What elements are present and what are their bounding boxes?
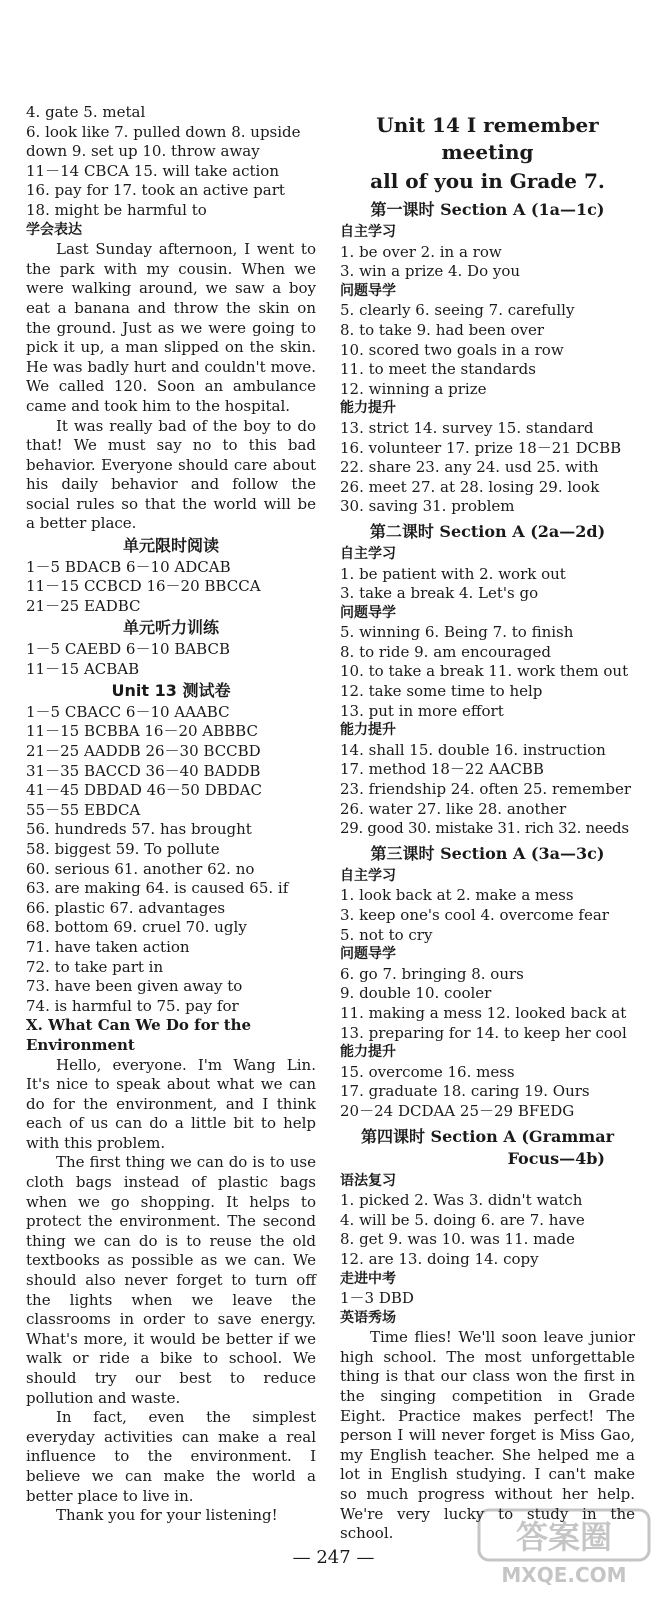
answer-line: 13. strict 14. survey 15. standard (340, 418, 594, 437)
label-english-show: 英语秀场 (340, 1309, 396, 1326)
label-ability: 能力提升 (340, 400, 396, 417)
answer-line: 60. serious 61. another 62. no (26, 859, 255, 878)
answer-line: down 9. set up 10. throw away (26, 142, 260, 161)
answer-line: 71. have taken action (26, 937, 190, 956)
answer-line: 4. gate 5. metal (26, 103, 146, 121)
answer-line: 13. put in more effort (340, 701, 504, 720)
answer-line: 10. to take a break 11. work them out (340, 662, 629, 681)
answer-line: 20－24 DCDAA 25－29 BFEDG (340, 1101, 575, 1120)
answer-line: 1－3 DBD (340, 1289, 414, 1308)
answer-line: 6. look like 7. pulled down 8. upside (26, 122, 301, 141)
answer-line: 18. might be harmful to (26, 200, 207, 219)
express-paragraph-1: Last Sunday afternoon, I went to the park with my cousin. When we were walking around, we saw a boy eat a banana and throw the skin on the ground. Just as we were going to pick it up, a man slipped on the skin. He was badly hurt and couldn't move. We called 120. Soon an ambulance came and took him to the hospital. (26, 240, 316, 415)
section-4-heading (340, 1126, 635, 1170)
answer-line: 13. preparing for 14. to keep her cool (340, 1023, 627, 1042)
answer-line: 1－5 BDACB 6－10 ADCAB (26, 557, 231, 576)
label-ability: 能力提升 (340, 1044, 396, 1061)
answer-line: 5. winning 6. Being 7. to finish (340, 623, 574, 642)
answer-line: 72. to take part in (26, 957, 164, 976)
answer-line: 11. making a mess 12. looked back at (340, 1003, 627, 1022)
answer-line: 14. shall 15. double 16. instruction (340, 740, 606, 759)
answer-line: 16. pay for 17. took an active part (26, 181, 285, 200)
answer-line: 3. take a break 4. Let's go (340, 584, 539, 603)
answer-line: 63. are making 64. is caused 65. if (26, 879, 289, 898)
heading-unit-test: Unit 13 测试卷 (111, 681, 231, 701)
answer-line: 1－5 CBACC 6－10 AAABC (26, 702, 230, 721)
essay-title: Ⅹ. What Can We Do for the Environment (26, 1016, 252, 1054)
answer-line: 21－25 EADBC (26, 596, 141, 615)
answer-line: 1－5 CAEBD 6－10 BABCB (26, 640, 230, 659)
answer-line: 8. to ride 9. am encouraged (340, 642, 551, 661)
watermark-url: MXQE.COM (501, 1563, 627, 1587)
label-self-study: 自主学习 (340, 545, 396, 562)
answer-line: 5. clearly 6. seeing 7. carefully (340, 301, 575, 320)
answer-line: 11－14 CBCA 15. will take action (26, 161, 279, 180)
essay-paragraph-4: Thank you for your listening! (56, 1506, 278, 1525)
label-guided-questions: 问题导学 (340, 604, 396, 621)
answer-line: 1. picked 2. Was 3. didn't watch (340, 1191, 583, 1210)
answer-line: 5. not to cry (340, 925, 433, 944)
label-self-study: 自主学习 (340, 867, 396, 884)
unit-title-line-1: Unit 14 I remember meeting (376, 113, 599, 164)
answer-line: 58. biggest 59. To pollute (26, 839, 220, 858)
answer-line: 31－35 BACCD 36－40 BADDB (26, 761, 261, 780)
essay-paragraph-3: In fact, even the simplest everyday activities can make a real influence to the environment. I believe we can make the world a better place to live in. (26, 1408, 316, 1505)
label-guided-questions: 问题导学 (340, 282, 396, 299)
heading-unit-reading: 单元限时阅读 (122, 536, 219, 556)
answer-line: 1. look back at 2. make a mess (340, 886, 574, 905)
answer-line: 3. keep one's cool 4. overcome fear (340, 906, 609, 924)
label-grammar-review: 语法复习 (340, 1172, 396, 1189)
watermark-text: 答案圈 (515, 1518, 613, 1556)
watermark-icon (475, 1508, 655, 1588)
answer-line: 29. good 30. mistake 31. rich 32. needs (340, 819, 629, 838)
answer-line: 68. bottom 69. cruel 70. ugly (26, 918, 247, 937)
answer-line: 16. volunteer 17. prize 18－21 DCBB (340, 438, 622, 457)
essay-paragraph-2: The first thing we can do is to use cloth bags instead of plastic bags when we go shopping. It helps to protect the environment. The second thing we can do is to reuse the old textbooks as possible as we can. We should also never forget to turn off the lights when we leave the classrooms in order to save energy. What's more, it would be better if we walk or ride a bike to school. We should try our best to reduce pollution and waste. (26, 1153, 316, 1407)
answer-line: 9. double 10. cooler (340, 984, 492, 1003)
answer-line: 73. have been given away to (26, 977, 243, 996)
answer-line: 12. are 13. doing 14. copy (340, 1249, 539, 1268)
answer-line: 1. be patient with 2. work out (340, 564, 566, 583)
answer-line: 3. win a prize 4. Do you (340, 262, 521, 281)
left-column (26, 103, 316, 1526)
answer-line: 4. will be 5. doing 6. are 7. have (340, 1210, 585, 1229)
label-exam: 走进中考 (340, 1270, 396, 1287)
label-self-study: 自主学习 (340, 224, 396, 240)
answer-line: 11－15 CCBCD 16－20 BBCCA (26, 577, 261, 596)
heading-unit-listening: 单元听力训练 (122, 618, 219, 638)
answer-line: 12. take some time to help (340, 682, 543, 701)
answer-line: 74. is harmful to 75. pay for (26, 996, 239, 1015)
answer-line: 11－15 BCBBA 16－20 ABBBC (26, 722, 258, 741)
section-1-heading: 第一课时 Section A (1a—1c) (370, 200, 605, 219)
answer-line: 66. plastic 67. advantages (26, 898, 226, 917)
essay-paragraph-1: Hello, everyone. I'm Wang Lin. It's nice to speak about what we can do for the environment, and I think each of us can do a little bit to help with this problem. (26, 1055, 316, 1152)
answer-line: 10. scored two goals in a row (340, 340, 564, 359)
answer-line: 22. share 23. any 24. usd 25. with (340, 458, 599, 477)
answer-lines-top (26, 103, 316, 221)
answer-line: 12. winning a prize (340, 379, 487, 398)
answer-line: 11－15 ACBAB (26, 659, 140, 678)
label-ability: 能力提升 (340, 722, 396, 739)
answer-line: 8. get 9. was 10. was 11. made (340, 1230, 575, 1249)
test-answers (26, 703, 316, 1017)
answer-line: 26. water 27. like 28. another (340, 799, 567, 818)
answer-line: 11. to meet the standards (340, 360, 536, 379)
section-4-heading-line-1: 第四课时 Section A (Grammar (360, 1126, 615, 1146)
answer-line: 26. meet 27. at 28. losing 29. look (340, 477, 600, 496)
answer-line: 6. go 7. bringing 8. ours (340, 964, 524, 983)
answer-line: 30. saving 31. problem (340, 497, 515, 516)
english-show-paragraph: Time flies! We'll soon leave junior high school. The most unforgettable thing is that our class won the first in the singing competition in Grade Eight. Practice makes perfect! The person I will never forget is Miss Gao, my English teacher. She helped me a lot in English studying. I can't make so much progress without her help. We're very lucky to study in the school. (340, 1328, 635, 1543)
answer-line: 17. method 18－22 AACBB (340, 760, 544, 779)
section-4-heading-line-2: Focus—4b) (507, 1148, 605, 1168)
section-2-heading: 第二课时 Section A (2a—2d) (369, 521, 606, 541)
answer-line: 41－45 DBDAD 46－50 DBDAC (26, 781, 262, 800)
answer-line: 23. friendship 24. often 25. remember (340, 780, 631, 799)
answer-line: 17. graduate 18. caring 19. Ours (340, 1082, 590, 1101)
label-guided-questions: 问题导学 (340, 946, 396, 963)
answer-line: 56. hundreds 57. has brought (26, 820, 252, 839)
unit-title-line-2: all of you in Grade 7. (370, 169, 605, 193)
answer-line: 8. to take 9. had been over (340, 320, 545, 339)
express-paragraph-2: It was really bad of the boy to do that! We must say no to this bad behavior. Everyone should care about his daily behavior and follow the social rules so that the world will be a better place. (26, 416, 316, 533)
section-3-heading: 第三课时 Section A (3a—3c) (370, 843, 605, 863)
watermark-logo (475, 1508, 655, 1588)
page-number: — 247 — (292, 1547, 375, 1568)
label-express: 学会表达 (26, 221, 82, 238)
answer-line: 21－25 AADDB 26－30 BCCBD (26, 742, 261, 760)
right-column (340, 108, 635, 1544)
answer-line: 15. overcome 16. mess (340, 1062, 515, 1081)
answer-line: 1. be over 2. in a row (340, 242, 502, 261)
answer-line: 55－55 EBDCA (26, 800, 141, 819)
